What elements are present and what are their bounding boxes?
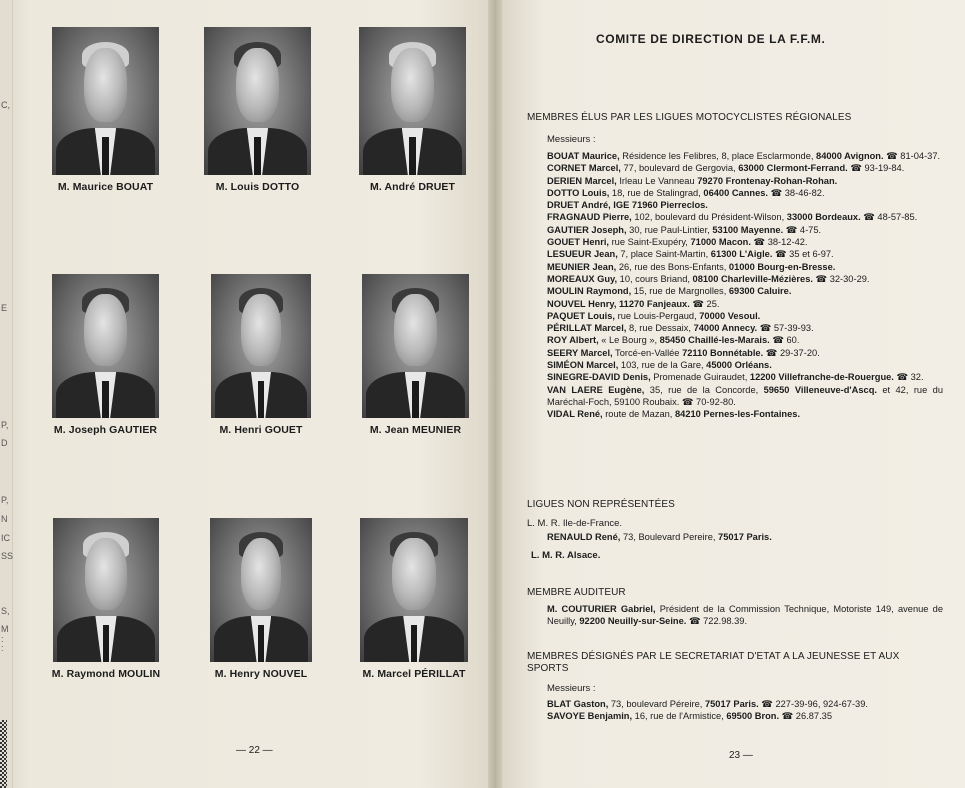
member-name: BOUAT Maurice, bbox=[547, 151, 620, 161]
list-item bbox=[547, 285, 943, 297]
portrait-photo bbox=[359, 27, 466, 175]
member-address: 102, boulevard du Président-Wilson, bbox=[631, 212, 787, 223]
member-phone: ☎ 32-30-29. bbox=[812, 273, 870, 284]
edge-glyph: P, bbox=[1, 420, 9, 430]
member-name: GAUTIER Joseph, bbox=[547, 224, 627, 235]
left-margin-edge bbox=[0, 0, 13, 788]
page-number-left: — 22 — bbox=[236, 745, 273, 756]
member-phone: ☎ 29-37-20. bbox=[763, 347, 820, 358]
print-registration-mark bbox=[0, 720, 7, 788]
edge-glyph: IC bbox=[1, 533, 10, 543]
member-phone: ☎ 48-57-85. bbox=[860, 212, 918, 223]
member-address: Promenade Guiraudet, bbox=[650, 372, 750, 383]
member-address: 35, rue de la Concorde, bbox=[644, 384, 764, 395]
member-phone: ☎ 32. bbox=[893, 372, 924, 383]
portrait-caption: M. Marcel PÉRILLAT bbox=[362, 668, 466, 680]
member-city: 69500 Bron. bbox=[726, 711, 780, 721]
member-name: VIDAL René, bbox=[547, 409, 603, 420]
list-item bbox=[547, 698, 943, 710]
edge-glyph: M : bbox=[1, 624, 9, 644]
list-item bbox=[547, 384, 943, 409]
member-phone: ☎ 25. bbox=[689, 298, 720, 309]
edge-glyph: P, bbox=[1, 495, 9, 505]
portrait-photo bbox=[362, 274, 469, 418]
portrait-photo bbox=[52, 274, 159, 418]
page-number-right: 23 — bbox=[729, 750, 753, 761]
member-city: 72110 Bonnétable. bbox=[682, 347, 764, 358]
member-city: 92200 Neuilly-sur-Seine. bbox=[579, 616, 687, 627]
member-name: GOUET Henri, bbox=[547, 237, 609, 248]
member-city: 63000 Clermont-Ferrand. bbox=[738, 163, 848, 174]
member-address: 16, rue de l'Armistice, bbox=[632, 711, 727, 721]
member-address: 7, place Saint-Martin, bbox=[617, 249, 711, 260]
list-item bbox=[547, 310, 943, 322]
member-phone: ☎ 57-39-93. bbox=[757, 323, 814, 334]
member-city: 59650 Villeneuve-d'Ascq. bbox=[763, 384, 877, 395]
member-phone: ☎ 26.87.35 bbox=[779, 711, 832, 721]
portrait-photo bbox=[211, 274, 311, 418]
member-city: 70000 Vesoul. bbox=[699, 310, 761, 321]
member-name: BLAT Gaston, bbox=[547, 699, 609, 709]
portrait-photo bbox=[360, 518, 468, 662]
member-city: 85450 Chaillé-les-Marais. bbox=[659, 335, 770, 346]
list-item bbox=[547, 273, 943, 285]
edge-glyph: E bbox=[1, 303, 8, 313]
member-name: MOREAUX Guy, bbox=[547, 273, 618, 284]
member-address: Irleau Le Vanneau bbox=[616, 175, 698, 186]
league-alsace: L. M. R. Alsace. bbox=[531, 550, 601, 561]
section-heading-elected-members: MEMBRES ÉLUS PAR LES LIGUES MOTOCYCLISTES RÉGIONALES bbox=[527, 112, 852, 123]
portrait-caption: M. Louis DOTTO bbox=[215, 181, 300, 193]
member-name: ROY Albert, bbox=[547, 335, 599, 346]
portrait-photo bbox=[53, 518, 159, 662]
member-phone: ☎ 93-19-84. bbox=[847, 163, 905, 174]
portrait-caption: M. Maurice BOUAT bbox=[57, 181, 154, 193]
member-city: IGE 71960 Pierreclos. bbox=[613, 200, 708, 211]
salutation: Messieurs : bbox=[547, 683, 596, 694]
member-address: 26, rue des Bons-Enfants, bbox=[616, 261, 729, 272]
list-item bbox=[547, 603, 943, 628]
member-city: 79270 Frontenay-Rohan-Rohan. bbox=[697, 175, 838, 186]
member-address: 18, rue de Stalingrad, bbox=[609, 187, 704, 198]
member-address: rue Louis-Pergaud, bbox=[615, 310, 700, 321]
member-city: 53100 Mayenne. bbox=[712, 224, 784, 235]
member-city: 12200 Villefranche-de-Rouergue. bbox=[749, 372, 894, 383]
member-phone: ☎ 38-46-82. bbox=[768, 187, 825, 198]
member-address: « Le Bourg », bbox=[598, 335, 660, 346]
member-phone: ☎ 35 et 6-97. bbox=[772, 249, 834, 260]
portrait-photo bbox=[210, 518, 312, 662]
edge-glyph: D bbox=[1, 438, 8, 448]
list-item bbox=[547, 175, 943, 187]
salutation: Messieurs : bbox=[547, 134, 596, 145]
list-item bbox=[547, 248, 943, 260]
list-item bbox=[547, 236, 943, 248]
member-phone: ☎ 227-39-96, 924-67-39. bbox=[758, 699, 868, 709]
member-name: RENAULD René, bbox=[547, 532, 621, 542]
member-city: 75017 Paris. bbox=[718, 532, 772, 542]
member-city: 45000 Orléans. bbox=[706, 360, 772, 371]
member-name: MOULIN Raymond, bbox=[547, 286, 632, 297]
member-list bbox=[547, 150, 943, 421]
portrait-photo bbox=[52, 27, 159, 175]
member-phone: ☎ 4-75. bbox=[783, 224, 822, 235]
member-address: 30, rue Paul-Lintier, bbox=[626, 224, 713, 235]
list-item bbox=[547, 359, 943, 371]
member-name: CORNET Marcel, bbox=[547, 163, 621, 174]
member-name: SIMÉON Marcel, bbox=[547, 360, 619, 371]
list-item bbox=[547, 199, 943, 211]
list-item bbox=[547, 408, 943, 420]
list-item bbox=[547, 162, 943, 174]
member-city: 71000 Macon. bbox=[690, 237, 751, 248]
portrait-photo bbox=[204, 27, 311, 175]
member-name: MEUNIER Jean, bbox=[547, 261, 617, 272]
member-address: 73, Boulevard Pereire, bbox=[620, 532, 719, 542]
edge-glyph: : bbox=[1, 643, 4, 653]
section-heading-unrepresented-leagues: LIGUES NON REPRÉSENTÉES bbox=[527, 499, 675, 510]
portrait-caption: M. Joseph GAUTIER bbox=[53, 424, 158, 436]
list-item bbox=[547, 150, 943, 162]
member-address: Torcé-en-Vallée bbox=[612, 347, 683, 358]
section-heading-appointed-members: MEMBRES DÉSIGNÉS PAR LE SECRETARIAT D'ETAT A LA JEUNESSE ET AUX SPORTS bbox=[527, 651, 900, 674]
member-address: 73, boulevard Péreire, bbox=[608, 699, 705, 709]
edge-glyph: SS bbox=[1, 551, 14, 561]
member-name: DERIEN Marcel, bbox=[547, 175, 617, 186]
member-name: PÉRILLAT Marcel, bbox=[547, 323, 627, 334]
edge-glyph: C, bbox=[1, 100, 10, 110]
member-phone: ☎ 38-12-42. bbox=[750, 237, 808, 248]
list-item bbox=[547, 261, 943, 273]
member-name: SAVOYE Benjamin, bbox=[547, 711, 633, 721]
member-name: VAN LAERE Eugène, bbox=[547, 384, 645, 395]
portrait-caption: M. Henry NOUVEL bbox=[214, 668, 308, 680]
list-item bbox=[547, 710, 943, 722]
league-ile-de-france: L. M. R. Ile-de-France. bbox=[527, 518, 623, 529]
list-item bbox=[547, 224, 943, 236]
member-name: DOTTO Louis, bbox=[547, 187, 610, 198]
member-city: 84000 Avignon. bbox=[816, 151, 884, 161]
edge-glyph: N bbox=[1, 514, 8, 524]
member-address: 8, rue Dessaix, bbox=[626, 323, 694, 334]
member-name: NOUVEL Henry, bbox=[547, 298, 617, 309]
portrait-caption: M. Raymond MOULIN bbox=[51, 668, 161, 680]
member-city: 08100 Charleville-Mézières. bbox=[692, 273, 813, 284]
member-name: FRAGNAUD Pierre, bbox=[547, 212, 632, 223]
member-address: Président de la Commission Technique, Motoriste 149, avenue de Neuilly, bbox=[547, 604, 943, 627]
member-phone: ☎ 81-04-37. bbox=[883, 151, 941, 161]
member-city: 11270 Fanjeaux. bbox=[619, 298, 690, 309]
member-address: 103, rue de la Gare, bbox=[618, 360, 707, 371]
portrait-caption: M. André DRUET bbox=[369, 181, 455, 193]
member-phone: et 42, rue du Maréchal-Foch, 59100 Roubaix. ☎ 70-92-80. bbox=[547, 384, 943, 407]
member-name: SINEGRE-DAVID Denis, bbox=[547, 372, 651, 383]
list-item bbox=[547, 347, 943, 359]
member-phone: ☎ 60. bbox=[769, 335, 800, 346]
member-city: 84210 Pernes-les-Fontaines. bbox=[674, 409, 801, 420]
member-city: 69300 Caluire. bbox=[728, 286, 792, 297]
member-address: 77, boulevard de Gergovia, bbox=[620, 163, 739, 174]
member-name: LESUEUR Jean, bbox=[547, 249, 618, 260]
portrait-caption: M. Henri GOUET bbox=[219, 424, 303, 436]
list-item bbox=[547, 298, 943, 310]
list-item bbox=[547, 531, 943, 543]
member-city: 61300 L'Aigle. bbox=[710, 249, 773, 260]
book-gutter bbox=[488, 0, 502, 788]
member-name: PAQUET Louis, bbox=[547, 310, 616, 321]
member-city: 33000 Bordeaux. bbox=[786, 212, 861, 223]
list-item bbox=[547, 187, 943, 199]
member-name: DRUET André, bbox=[547, 200, 611, 211]
portrait-caption: M. Jean MEUNIER bbox=[369, 424, 462, 436]
member-city: 75017 Paris. bbox=[704, 699, 759, 709]
page-title: COMITE DE DIRECTION DE LA F.F.M. bbox=[596, 32, 826, 46]
member-name: M. COUTURIER Gabriel, bbox=[547, 604, 656, 614]
list-item bbox=[547, 371, 943, 383]
edge-glyph: S, bbox=[1, 606, 10, 616]
member-phone: ☎ 722.98.39. bbox=[686, 616, 748, 627]
member-city: 74000 Annecy. bbox=[693, 323, 758, 334]
list-item bbox=[547, 211, 943, 223]
list-item bbox=[547, 334, 943, 346]
section-heading-auditor: MEMBRE AUDITEUR bbox=[527, 587, 626, 598]
member-address: 10, cours Briand, bbox=[617, 273, 693, 284]
member-address: route de Mazan, bbox=[602, 409, 675, 420]
member-address: rue Saint-Exupéry, bbox=[609, 237, 691, 248]
member-name: SEERY Marcel, bbox=[547, 347, 613, 358]
list-item bbox=[547, 322, 943, 334]
member-address: Résidence les Felibres, 8, place Esclarmonde, bbox=[619, 151, 817, 161]
member-city: 06400 Cannes. bbox=[703, 187, 769, 198]
member-address: 15, rue de Margnolles, bbox=[631, 286, 729, 297]
member-city: 01000 Bourg-en-Bresse. bbox=[728, 261, 836, 272]
